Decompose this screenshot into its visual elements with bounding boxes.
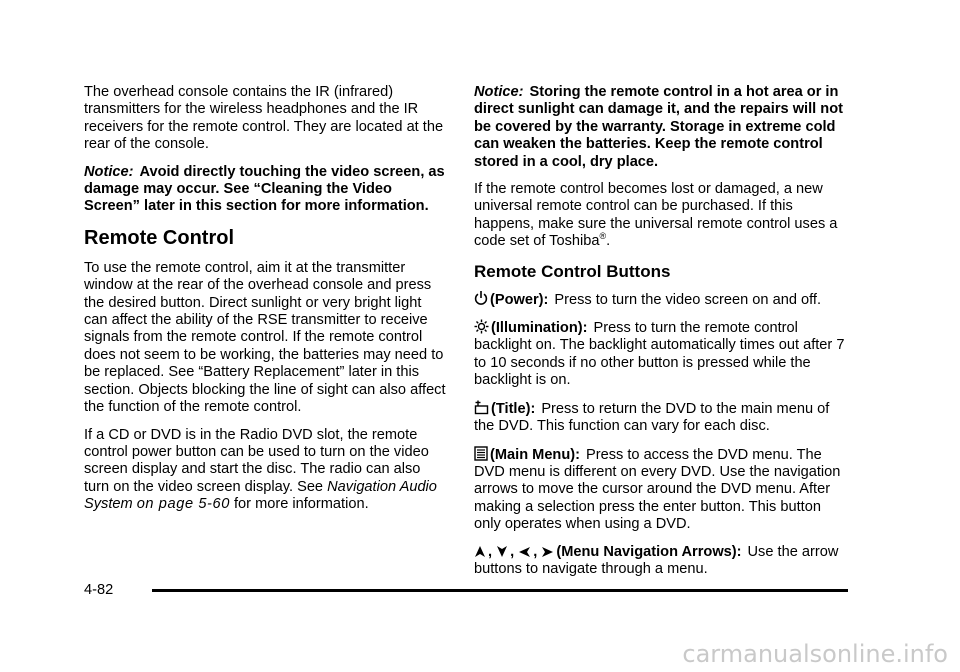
page-number: 4-82	[84, 582, 114, 598]
arrow-left-icon	[518, 546, 531, 558]
notice-label: Notice:	[474, 84, 524, 100]
cross-reference-link[interactable]: Navigation Audio System	[84, 478, 437, 513]
notice-text: Storing the remote control in a hot area or in direct sunlight can damage it, and the repairs will not be covered by the warranty. Storage in extreme cold can weaken the batteries. Keep the remote control stored in a cool, dry place.	[474, 84, 843, 170]
arrow-right-icon	[541, 546, 554, 558]
notice-text: Avoid directly touching the video screen, as damage may occur. See “Cleaning the Video Screen” later in this section for more information.	[84, 163, 445, 215]
power-button-entry: (Power): Press to turn the video screen on and off.	[474, 290, 846, 309]
illumination-button-entry: (Illumination): Press to turn the remote control backlight on. The backlight automatically times out after 7 to 10 seconds if no other button is pressed while the backlight is on.	[474, 320, 845, 389]
cd-dvd-paragraph: If a CD or DVD is in the Radio DVD slot, the remote control power button can be used to turn on the video screen display and start the disc. The radio can also turn on the video screen display. See Navigation Audio System on page 5‑60 for more information.	[84, 426, 437, 513]
registered-mark: ®	[599, 231, 607, 242]
notice-storage-paragraph	[474, 84, 846, 171]
navigation-arrows-entry: , , , (Menu Navigation Arrows): Use the arrow buttons to navigate through a menu.	[474, 543, 839, 577]
replacement-paragraph: If the remote control becomes lost or damaged, a new universal remote control can be purchased. If this happens, make sure the universal remote control uses a code set of Toshiba®.	[474, 181, 838, 250]
title-icon	[474, 400, 489, 415]
title-button-entry: (Title): Press to return the DVD to the main menu of the DVD. This function can vary for each disc.	[474, 400, 830, 435]
subsection-heading: Remote Control Buttons	[474, 261, 671, 281]
illumination-icon	[474, 319, 489, 334]
arrow-up-icon	[474, 545, 486, 558]
remote-usage-paragraph: To use the remote control, aim it at the transmitter window at the rear of the overhead console and press the desired button. Direct sunlight or very bright light can affect the ability of the RSE transmitter to receive signals from the remote control. If the remote control does not seem to be working, the batteries may need to be replaced. See “Battery Replacement” later in this section. Objects blocking the line of sight can also affect the function of the remote control.	[84, 259, 446, 416]
console-paragraph: The overhead console contains the IR (infrared) transmitters for the wireless headphones and the IR receivers for the remote control. They are located at the rear of the console.	[84, 84, 444, 153]
left-column	[84, 84, 449, 524]
main-menu-icon	[474, 446, 488, 461]
notice-label: Notice:	[84, 163, 134, 180]
watermark: carmanualsonline.info	[682, 640, 948, 668]
section-heading: Remote Control	[84, 226, 234, 249]
right-column	[474, 84, 846, 588]
notice-paragraph	[84, 164, 449, 216]
arrow-down-icon	[496, 545, 508, 558]
footer-rule	[152, 589, 848, 592]
main-menu-button-entry: (Main Menu): Press to access the DVD menu. The DVD menu is different on every DVD. Use the navigation arrows to move the cursor around the DVD menu. After making a selection press the enter button. This button only operates when using a DVD.	[474, 446, 841, 533]
page-reference: on page 5‑60	[136, 496, 230, 513]
power-icon	[474, 290, 488, 306]
